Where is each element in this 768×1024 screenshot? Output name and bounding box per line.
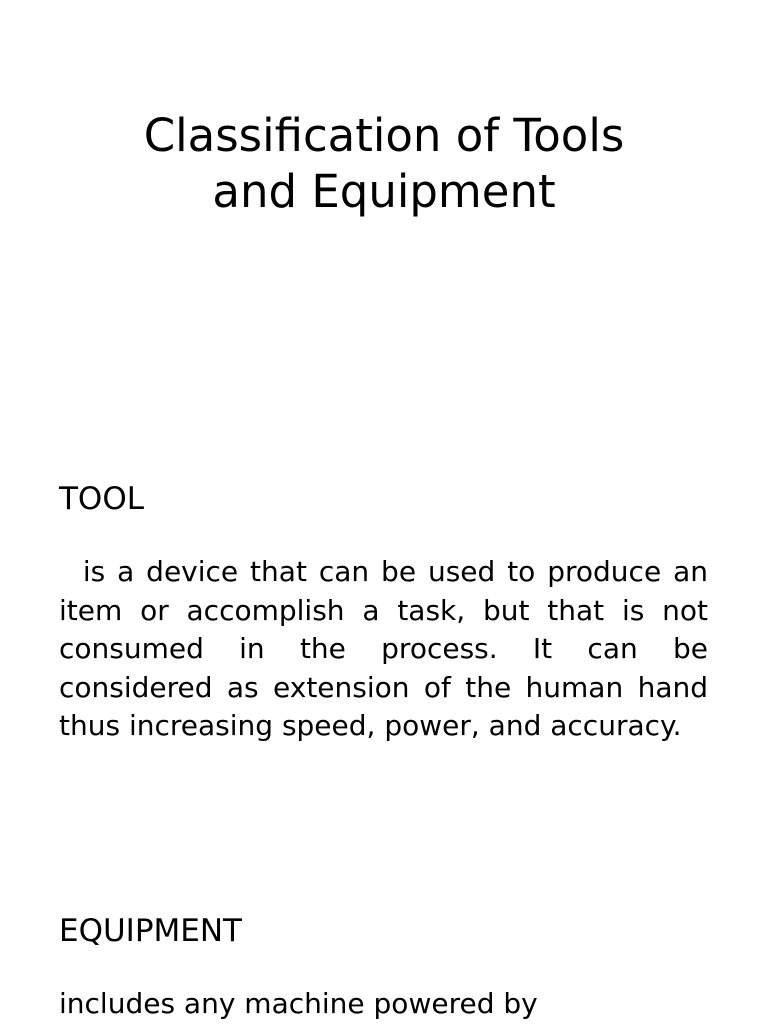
title-line-1: Classification of Tools [143,109,625,162]
tool-definition: is a device that can be used to produce an item or accomplish a task, but that is not consumed in the process. It can be considered as extension of the human hand thus increasing speed, power, and accuracy. [59,555,708,742]
title-line-2: and Equipment [212,165,556,218]
equipment-definition: includes any machine powered by [59,987,538,1020]
tool-heading: TOOL [59,481,145,517]
equipment-heading: EQUIPMENT [59,913,242,949]
page-title [60,108,708,220]
